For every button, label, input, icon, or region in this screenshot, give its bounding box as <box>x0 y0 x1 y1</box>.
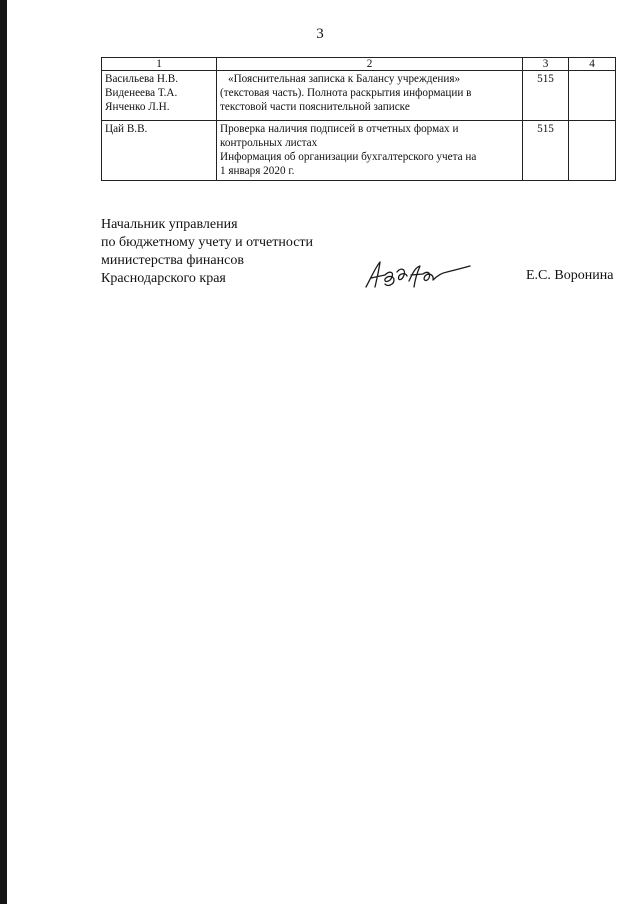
title-line: Краснодарского края <box>101 271 226 286</box>
column-header: 2 <box>217 58 523 71</box>
column-4-cell <box>569 71 616 121</box>
page-number: 3 <box>316 26 324 42</box>
responsible-persons-cell <box>102 71 217 121</box>
table-header-row <box>102 58 616 71</box>
person-name: Васильева Н.В. <box>105 73 179 85</box>
column-header: 4 <box>569 58 616 71</box>
signatory-title <box>101 216 313 288</box>
description-line: Информация об организации бухгалтерского учета на <box>220 151 477 163</box>
description-line: 1 января 2020 г. <box>220 165 295 177</box>
description-cell <box>217 121 523 181</box>
person-name: Янченко Л.Н. <box>105 101 170 113</box>
inspection-table <box>101 57 616 181</box>
table-row <box>102 71 616 121</box>
description-line: Проверка наличия подписей в отчетных формах и <box>220 123 459 135</box>
column-4-cell <box>569 121 616 181</box>
person-name: Виденеева Т.А. <box>105 87 178 99</box>
scan-edge-bar <box>0 0 7 904</box>
description-line: текстовой части пояснительной записке <box>220 101 410 113</box>
column-header: 3 <box>523 58 569 71</box>
signer-name: Е.С. Воронина <box>526 268 614 283</box>
description-line: контрольных листах <box>220 137 318 149</box>
description-cell <box>217 71 523 121</box>
title-line: министерства финансов <box>101 253 244 268</box>
handwritten-signature <box>363 258 473 292</box>
table-row <box>102 121 616 181</box>
code-cell: 515 <box>523 121 569 181</box>
description-line: (текстовая часть). Полнота раскрытия информации в <box>220 87 472 99</box>
code-cell: 515 <box>523 71 569 121</box>
description-line: «Пояснительная записка к Балансу учреждения» <box>228 73 461 85</box>
column-header: 1 <box>102 58 217 71</box>
responsible-persons-cell <box>102 121 217 181</box>
title-line: по бюджетному учету и отчетности <box>101 235 314 250</box>
person-name: Цай В.В. <box>105 123 148 135</box>
title-line: Начальник управления <box>101 217 238 232</box>
